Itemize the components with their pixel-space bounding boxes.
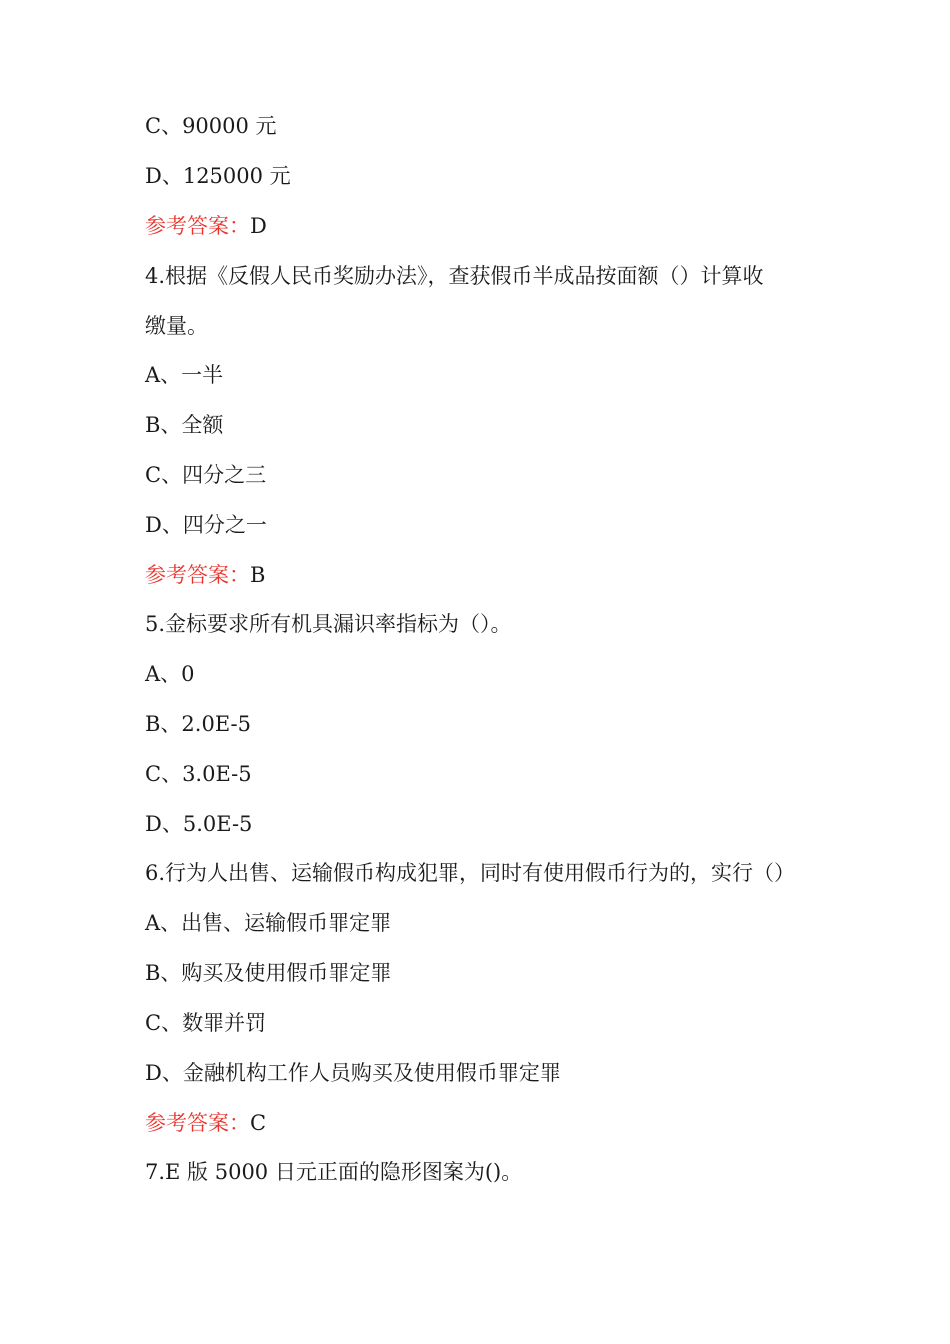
option-line: C、四分之三 (145, 463, 267, 487)
option-line: D、5.0E-5 (145, 812, 253, 836)
option-line: C、数罪并罚 (145, 1011, 267, 1035)
option-line: A、出售、运输假币罪定罪 (145, 911, 392, 935)
answer-label: 参考答案： (145, 214, 250, 238)
option-line: A、0 (145, 662, 195, 686)
option-line: B、全额 (145, 413, 224, 437)
question-line: 7.E 版 5000 日元正面的隐形图案为()。 (145, 1160, 523, 1184)
question-line: 缴量。 (145, 314, 208, 338)
answer-value: B (250, 563, 266, 587)
option-line: B、购买及使用假币罪定罪 (145, 961, 392, 985)
answer-line (145, 1110, 266, 1136)
question-line: 5.金标要求所有机具漏识率指标为（）。 (145, 612, 512, 636)
answer-line (145, 213, 267, 239)
option-line: C、90000 元 (145, 114, 277, 138)
answer-line (145, 562, 265, 588)
question-line: 6.行为人出售、运输假币构成犯罪，同时有使用假币行为的，实行（） (145, 861, 796, 885)
question-line: 4.根据《反假人民币奖励办法》，查获假币半成品按面额（）计算收 (145, 264, 764, 288)
answer-label: 参考答案： (145, 563, 250, 587)
option-line: D、金融机构工作人员购买及使用假币罪定罪 (145, 1061, 561, 1085)
option-line: B、2.0E-5 (145, 712, 252, 736)
answer-label: 参考答案： (145, 1111, 250, 1135)
option-line: D、四分之一 (145, 513, 267, 537)
option-line: D、125000 元 (145, 164, 291, 188)
answer-value: C (250, 1111, 267, 1135)
option-line: A、一半 (145, 363, 224, 387)
answer-value: D (250, 214, 267, 238)
option-line: C、3.0E-5 (145, 762, 252, 786)
